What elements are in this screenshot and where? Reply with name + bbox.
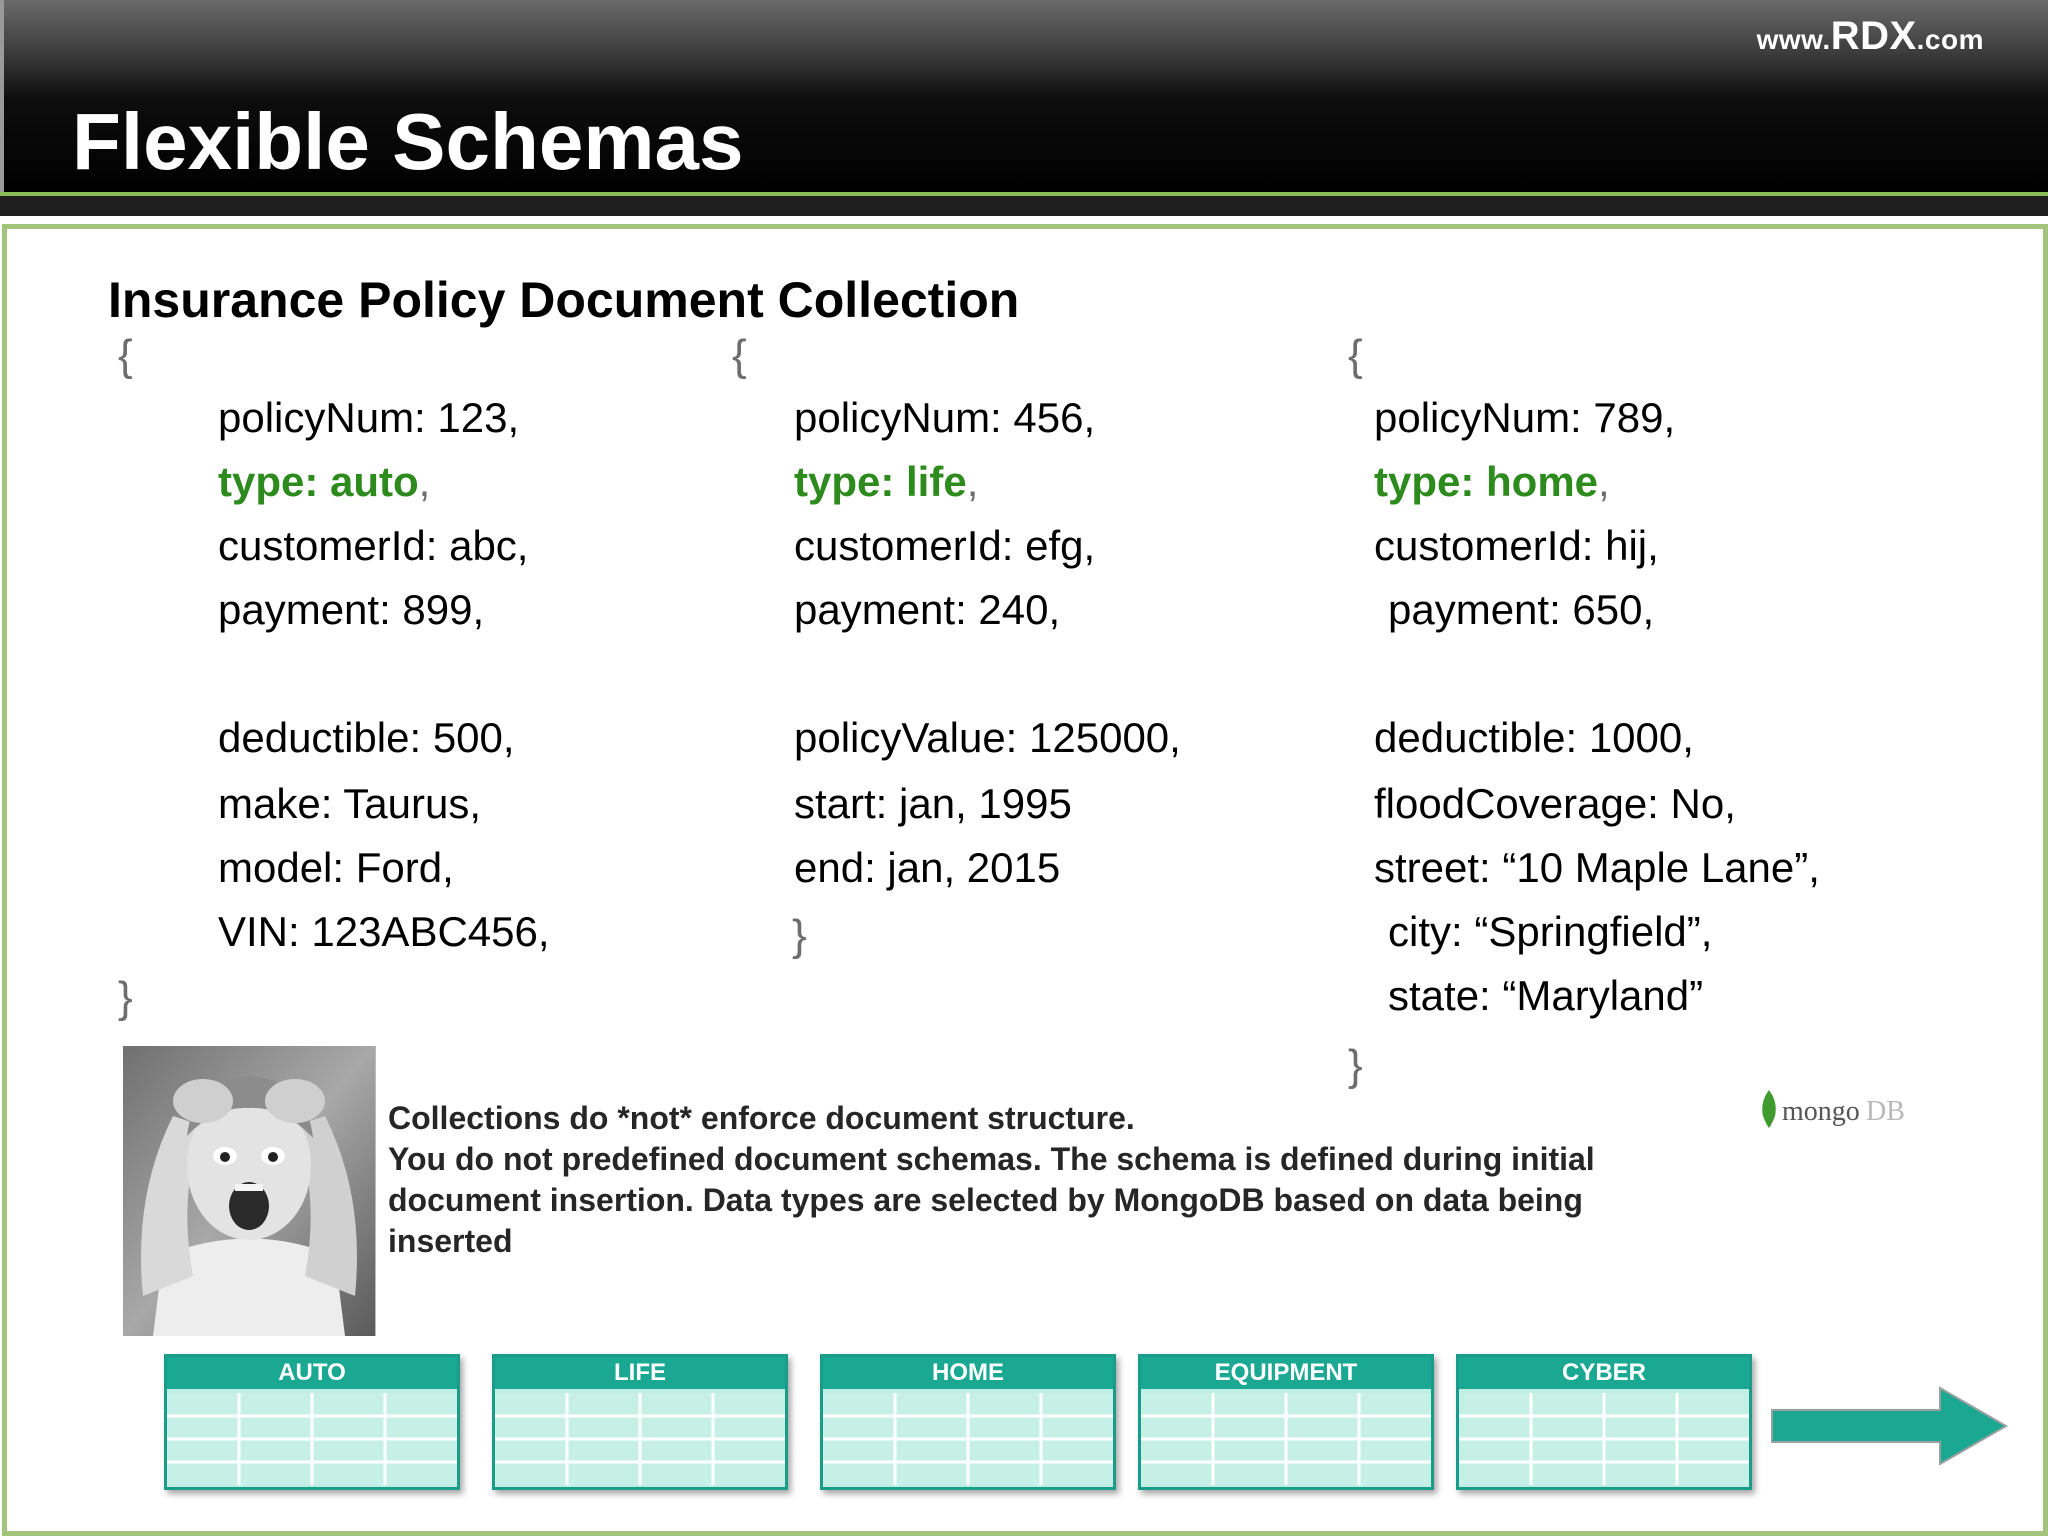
doc-line: policyValue: 125000, bbox=[794, 714, 1181, 761]
comma: , bbox=[418, 458, 431, 505]
doc-type-line bbox=[218, 456, 430, 508]
open-brace: { bbox=[1348, 331, 1363, 380]
doc-line: policyNum: 456, bbox=[794, 394, 1096, 441]
table-grid-icon bbox=[823, 1393, 1113, 1485]
mongodb-logo-word: DB bbox=[1866, 1096, 1905, 1127]
mongodb-logo bbox=[1758, 1086, 1918, 1130]
doc-line: policyNum: 123, bbox=[218, 394, 520, 441]
doc-line: payment: 899, bbox=[218, 586, 485, 633]
close-brace: } bbox=[118, 973, 133, 1022]
doc-line: state: “Maryland” bbox=[1388, 972, 1704, 1019]
doc-line: deductible: 1000, bbox=[1374, 714, 1694, 761]
brand-prefix: www. bbox=[1756, 24, 1831, 55]
table-grid-icon bbox=[167, 1393, 457, 1485]
doc-line: street: “10 Maple Lane”, bbox=[1374, 844, 1820, 891]
doc-line: city: “Springfield”, bbox=[1388, 908, 1713, 955]
doc-line: start: jan, 1995 bbox=[794, 780, 1072, 827]
doc-line: make: Taurus, bbox=[218, 780, 482, 827]
table-icon-life bbox=[492, 1354, 788, 1490]
mongodb-leaf-icon bbox=[1762, 1090, 1776, 1128]
screaming-child-photo bbox=[123, 1046, 376, 1336]
brand-suffix: .com bbox=[1916, 24, 1984, 55]
table-grid-icon bbox=[495, 1393, 785, 1485]
table-icon-auto bbox=[164, 1354, 460, 1490]
header-shadow-band bbox=[0, 196, 2048, 216]
type-value: type: life bbox=[794, 458, 967, 505]
doc-line: end: jan, 2015 bbox=[794, 844, 1061, 891]
open-brace: { bbox=[732, 331, 747, 380]
doc-line: VIN: 123ABC456, bbox=[218, 908, 550, 955]
doc-line: payment: 240, bbox=[794, 586, 1061, 633]
child-photo-illustration bbox=[123, 1046, 375, 1336]
collection-title: Insurance Policy Document Collection bbox=[108, 272, 1020, 328]
right-arrow-icon bbox=[1770, 1386, 2010, 1466]
description-line-2: You do not predefined document schemas. The schema is defined during initial document insertion. Data types are selected by MongoDB based on data being inserted bbox=[388, 1141, 1595, 1259]
slide-header bbox=[0, 0, 2048, 192]
doc-line: payment: 650, bbox=[1388, 586, 1655, 633]
table-label: LIFE bbox=[495, 1357, 785, 1389]
close-brace: } bbox=[792, 911, 807, 960]
table-icon-cyber bbox=[1456, 1354, 1752, 1490]
header-edge bbox=[0, 0, 4, 192]
table-grid-icon bbox=[1459, 1393, 1749, 1485]
doc-line: customerId: efg, bbox=[794, 522, 1096, 569]
doc-line: customerId: abc, bbox=[218, 522, 529, 569]
doc-type-line bbox=[1374, 456, 1610, 508]
comma: , bbox=[1598, 458, 1610, 505]
doc-line: policyNum: 789, bbox=[1374, 394, 1676, 441]
doc-line: floodCoverage: No, bbox=[1374, 780, 1736, 827]
doc-line: deductible: 500, bbox=[218, 714, 515, 761]
collection-description bbox=[388, 1098, 1668, 1262]
doc-line: customerId: hij, bbox=[1374, 522, 1659, 569]
table-grid-icon bbox=[1141, 1393, 1431, 1485]
type-value: type: home bbox=[1374, 458, 1599, 505]
close-brace: } bbox=[1348, 1041, 1363, 1090]
brand-url bbox=[1757, 14, 1984, 59]
open-brace: { bbox=[118, 331, 133, 380]
doc-type-line bbox=[794, 456, 978, 508]
mongodb-logo-word: mongo bbox=[1782, 1096, 1860, 1127]
doc-line: model: Ford, bbox=[218, 844, 454, 891]
type-value: type: auto bbox=[218, 458, 419, 505]
table-label: AUTO bbox=[167, 1357, 457, 1389]
table-icon-equipment bbox=[1138, 1354, 1434, 1490]
table-label: HOME bbox=[823, 1357, 1113, 1389]
brand-name: RDX bbox=[1830, 14, 1917, 58]
comma: , bbox=[966, 458, 979, 505]
table-label: EQUIPMENT bbox=[1141, 1357, 1431, 1389]
table-icon-home bbox=[820, 1354, 1116, 1490]
slide-title: Flexible Schemas bbox=[72, 97, 744, 186]
description-line-1: Collections do *not* enforce document structure. bbox=[388, 1100, 1135, 1136]
table-label: CYBER bbox=[1459, 1357, 1749, 1389]
